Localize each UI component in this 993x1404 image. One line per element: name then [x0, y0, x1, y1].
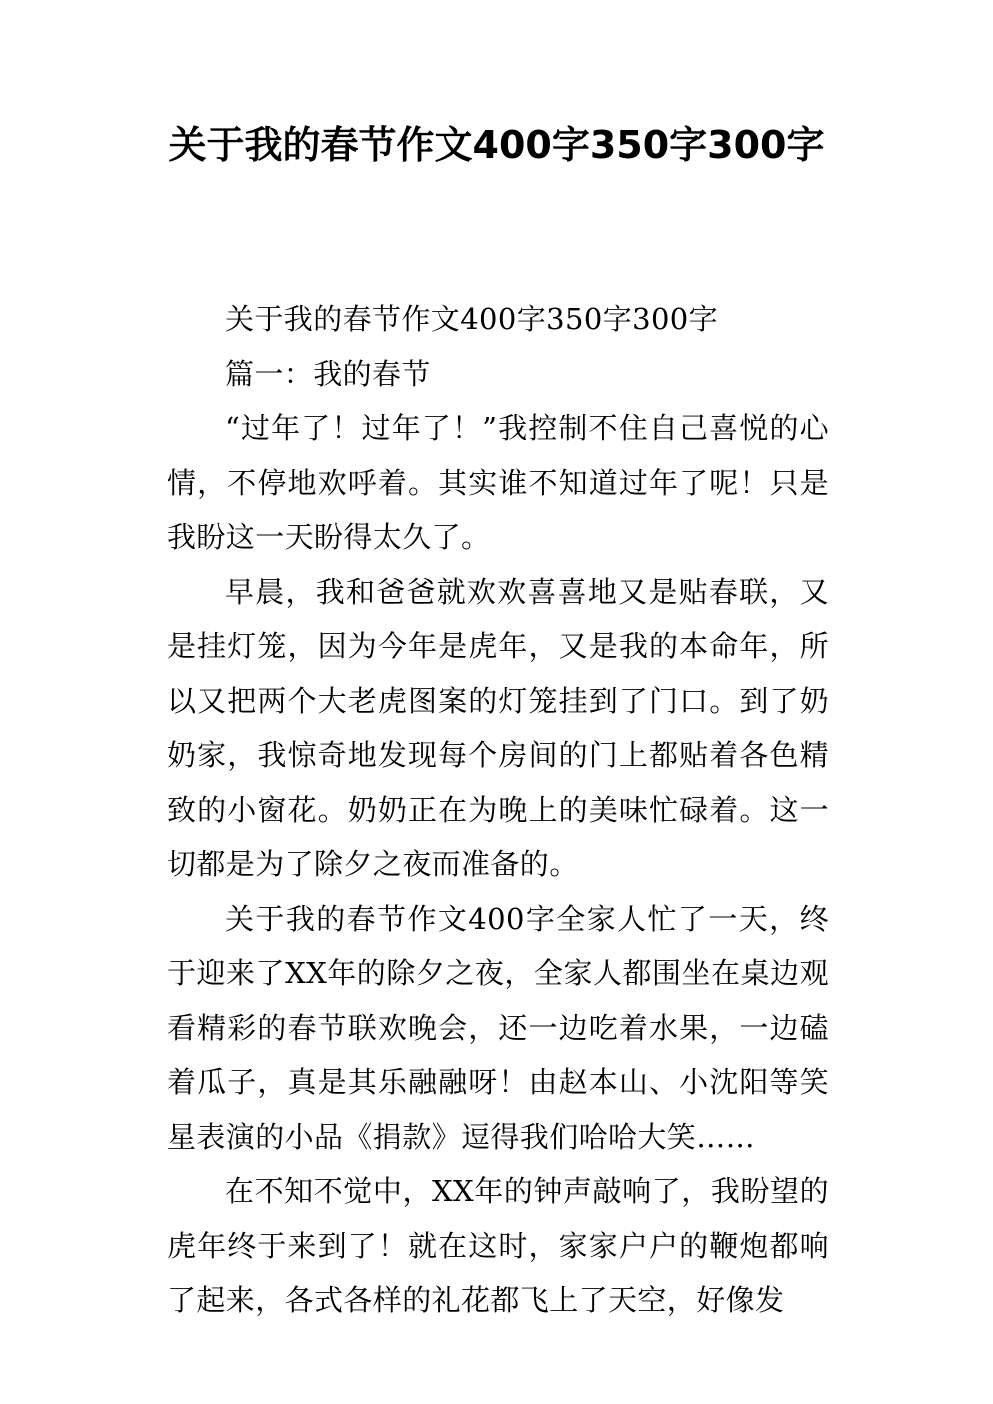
document-body [167, 292, 829, 1328]
document-title: 关于我的春节作文400字350字300字 [168, 123, 825, 167]
paragraph: 关于我的春节作文400字全家人忙了一天，终于迎来了XX年的除夕之夜，全家人都围坐在桌边观看精彩的春节联欢晚会，还一边吃着水果，一边磕着瓜子，真是其乐融融呀！由赵本山、小沈阳等笑星表演的小品《捐款》逗得我们哈哈大笑…… [167, 901, 829, 1154]
paragraph: “过年了！过年了！”我控制不住自己喜悦的心情，不停地欢呼着。其实谁不知道过年了呢！只是我盼这一天盼得太久了。 [167, 411, 829, 554]
paragraph: 在不知不觉中，XX年的钟声敲响了，我盼望的虎年终于来到了！就在这时，家家户户的鞭炮都响了起来，各式各样的礼花都飞上了天空，好像发 [167, 1174, 829, 1317]
paragraph: 早晨，我和爸爸就欢欢喜喜地又是贴春联，又是挂灯笼，因为今年是虎年，又是我的本命年，所以又把两个大老虎图案的灯笼挂到了门口。到了奶奶家，我惊奇地发现每个房间的门上都贴着各色精致的小窗花。奶奶正在为晚上的美味忙碌着。这一切都是为了除夕之夜而准备的。 [167, 574, 829, 881]
paragraph-subtitle: 关于我的春节作文400字350字300字 [225, 302, 719, 336]
paragraph-section-heading: 篇一：我的春节 [225, 356, 431, 391]
